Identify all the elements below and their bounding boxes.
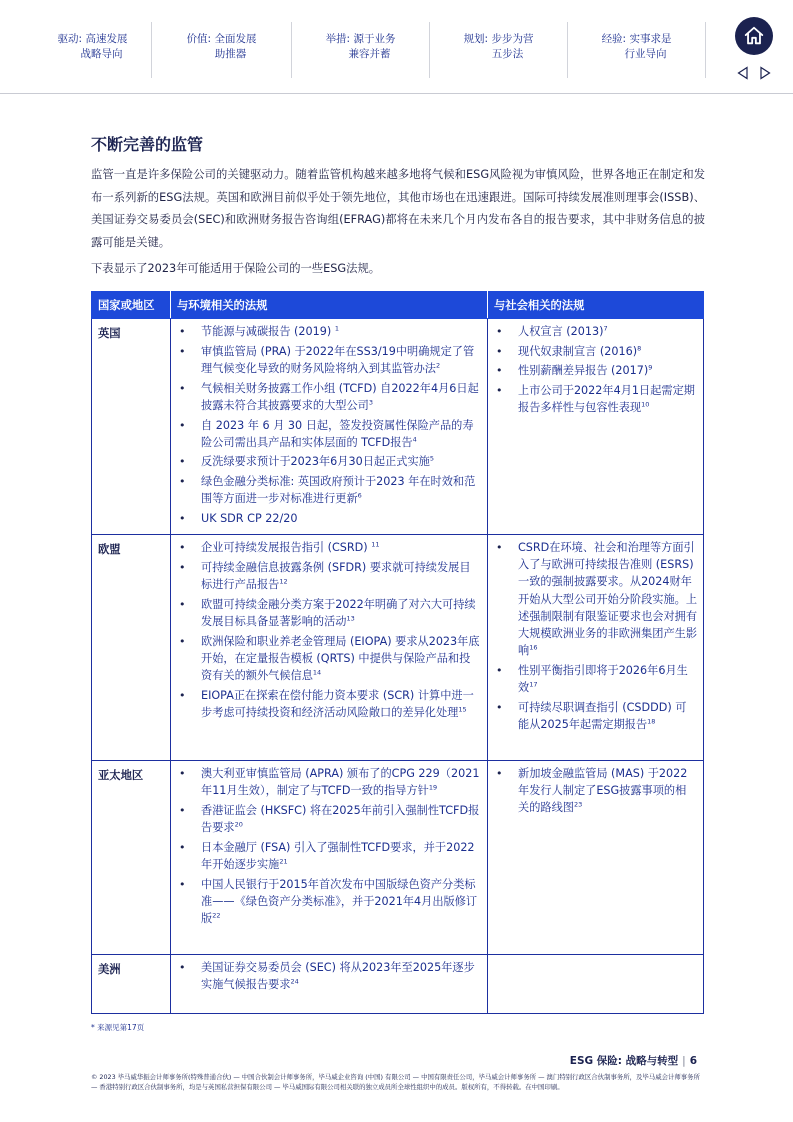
nav-tab-experience-line2: 行业导向	[624, 48, 667, 60]
footnote-marker: 20	[234, 820, 243, 829]
regulation-list	[494, 765, 697, 817]
regulation-text: 日本金融厅 (FSA) 引入了强制性TCFD要求，并于2022年开始逐步实施	[201, 840, 475, 872]
nav-tab-drivers[interactable]	[34, 22, 152, 78]
region-cell: 美洲	[92, 955, 171, 1014]
nav-tab-drivers-line1: 驱动: 高速发展	[57, 33, 128, 45]
regulation-text: 可持续金融信息披露条例 (SFDR) 要求就可持续发展目标进行产品报告	[201, 560, 471, 591]
list-item	[494, 662, 697, 696]
footnote-marker: 5	[429, 454, 434, 463]
footnote-marker: 2	[435, 361, 441, 370]
nav-tab-planning-line1: 规划: 步步为营	[463, 33, 534, 45]
footnote-marker: 3	[368, 398, 373, 407]
list-item	[494, 765, 697, 817]
nav-tab-actions[interactable]	[292, 22, 430, 78]
regulation-list	[177, 959, 481, 993]
region-cell: 亚太地区	[92, 761, 171, 955]
footer-separator: |	[682, 1055, 686, 1067]
region-cell: 英国	[92, 319, 171, 535]
footer-title	[570, 1053, 697, 1068]
nav-tab-drivers-line2: 战略导向	[80, 48, 123, 60]
table-row	[92, 955, 704, 1014]
regulation-text: 新加坡金融监管局 (MAS) 于2022年发行人制定了ESG披露事项的相关的路线图	[518, 767, 688, 815]
home-icon	[743, 25, 765, 47]
footnote-marker: 12	[279, 577, 288, 586]
regulation-text: CSRD在环境、社会和治理等方面引入了与欧洲可持续报告准则 (ESRS) 一致的强制披露要求。从2024财年开始从大型公司开始分阶段实施。上述强制限制有限鉴证要求也会对拥有大规模欧洲业务的非欧洲集团产生影响	[518, 541, 698, 658]
page-number: 6	[689, 1055, 697, 1067]
footnote-marker: 6	[357, 491, 362, 500]
footnote-marker: 19	[428, 783, 438, 792]
list-item	[177, 539, 481, 556]
list-item	[177, 802, 481, 836]
nav-tab-value-line1: 价值: 全面发展	[186, 33, 257, 45]
environment-regulations-cell	[171, 319, 488, 535]
regulation-text: 人权宣言 (2013)	[518, 325, 604, 338]
footnote-marker: 14	[312, 668, 322, 677]
list-item	[494, 362, 697, 379]
list-item	[177, 633, 481, 685]
list-item	[177, 380, 481, 414]
list-item	[177, 510, 481, 527]
regulation-text: 企业可持续发展报告指引 (CSRD)	[201, 541, 372, 554]
regulation-text: 性别平衡指引即将于2026年6月生效	[518, 663, 688, 695]
footer-report-title: ESG 保险: 战略与转型	[569, 1055, 679, 1067]
table-intro: 下表显示了2023年可能适用于保险公司的一些ESG法规。	[91, 262, 381, 275]
footnote-marker: 4	[412, 434, 417, 443]
list-item	[177, 687, 481, 721]
social-regulations-cell	[488, 535, 704, 761]
footnote-marker: 13	[346, 614, 355, 623]
regulation-list	[494, 539, 697, 733]
footnote-marker: 1	[334, 324, 339, 333]
regulation-text: 气候相关财务披露工作小组 (TCFD) 自2022年4月6日起披露未符合其披露要求的大型公司	[201, 381, 479, 412]
regulation-text: 自 2023 年 6 月 30 日起，签发投资属性保险产品的寿险公司需出具产品和实体层面的 TCFD报告	[201, 418, 474, 449]
section-heading: 不断完善的监管	[91, 135, 204, 154]
footnote-marker: 15	[458, 705, 467, 714]
regulation-table	[91, 291, 704, 1014]
regulation-text: UK SDR CP 22/20	[201, 512, 298, 526]
footnote-marker: 18	[647, 717, 656, 726]
list-item	[177, 876, 481, 928]
regulation-text: EIOPA正在探索在偿付能力资本要求 (SCR) 计算中进一步考虑可持续投资和经济活动风险敞口的差异化处理	[201, 688, 474, 719]
nav-tab-experience[interactable]	[568, 22, 706, 78]
list-item	[177, 453, 481, 470]
social-regulations-cell	[488, 319, 704, 535]
list-item	[494, 343, 697, 360]
environment-regulations-cell	[171, 535, 488, 761]
list-item	[177, 559, 481, 593]
regulation-text: 中国人民银行于2015年首次发布中国版绿色资产分类标准——《绿色资产分类标准》，并于2021年4月出版修订版	[201, 877, 478, 926]
list-item	[177, 323, 481, 340]
regulation-list	[177, 323, 481, 527]
regulation-list	[177, 539, 481, 721]
list-item	[177, 596, 481, 630]
list-item	[177, 765, 481, 799]
nav-tab-value-line2: 助推器	[214, 48, 247, 60]
list-item	[494, 323, 697, 340]
footnote-marker: 24	[290, 977, 299, 986]
table-row	[92, 761, 704, 955]
regulation-text: 绿色金融分类标准: 英国政府预计于2023 年在时效和范围等方面进一步对标准进行更新	[201, 475, 476, 506]
footnote-marker: 11	[371, 540, 380, 549]
regulation-text: 澳大利亚审慎监管局 (APRA) 颁布了的CPG 229（2021年11月生效），制定了与TCFD一致的指导方针	[201, 767, 480, 798]
environment-regulations-cell	[171, 955, 488, 1014]
footnote-marker: 17	[529, 680, 538, 689]
footnote-marker: 8	[637, 343, 642, 352]
list-item	[494, 382, 697, 416]
intro-paragraph: 监管一直是许多保险公司的关键驱动力。随着监管机构越来越多地将气候和ESG风险视为审慎风险，世界各地正在制定和发布一系列新的ESG法规。英国和欧洲目前似乎处于领先地位，其他市场也在迅速跟进。国际可持续发展准则理事会(ISSB)、美国证券交易委员会(SEC)和欧洲财务报告咨询组(EFRAG)都将在未来几个月内发布各自的报告要求，其中非财务信息的披露可能是关键。	[91, 168, 705, 249]
triangle-right-icon[interactable]	[759, 66, 771, 80]
nav-tab-value[interactable]	[152, 22, 292, 78]
footnote-marker: 22	[212, 911, 221, 920]
list-item	[177, 417, 481, 451]
nav-tab-actions-line2: 兼容并蓄	[348, 48, 391, 60]
region-cell: 欧盟	[92, 535, 171, 761]
regulation-text: 香港证监会 (HKSFC) 将在2025年前引入强制性TCFD报告要求	[201, 803, 480, 835]
social-regulations-cell	[488, 761, 704, 955]
nav-tab-actions-line1: 举措: 源于业务	[325, 33, 396, 45]
header-social: 与社会相关的法规	[488, 292, 704, 319]
regulation-text: 审慎监管局 (PRA) 于2022年在SS3/19中明确规定了管理气候变化导致的财务风险将纳入到其监管办法	[201, 344, 475, 375]
footnote-marker: 16	[529, 643, 538, 652]
list-item	[494, 539, 697, 659]
regulation-text: 现代奴隶制宣言 (2016)	[518, 344, 638, 358]
regulation-text: 上市公司于2022年4月1日起需定期报告多样性与包容性表现	[518, 384, 695, 415]
footnote-marker: 7	[603, 324, 608, 333]
regulation-text: 可持续尽职调查指引 (CSDDD) 可能从2025年起需定期报告	[518, 700, 687, 732]
home-button[interactable]	[735, 17, 773, 55]
header-environment: 与环境相关的法规	[171, 292, 488, 319]
source-note: * 来源见第17页	[91, 1023, 145, 1032]
footnote-marker: 10	[641, 400, 650, 409]
regulation-list	[494, 323, 697, 417]
list-item	[177, 343, 481, 377]
nav-tab-planning[interactable]	[430, 22, 568, 78]
footnote-marker: 9	[648, 363, 653, 372]
social-regulations-cell	[488, 955, 704, 1014]
copyright-notice: © 2023 毕马威华振会计师事务所(特殊普通合伙) — 中国合伙制会计师事务所，毕马威企业咨询 (中国) 有限公司 — 中国有限责任公司，毕马威会计师事务所 — 澳门特别行政区合伙制事务所，及毕马威会计师事务所 — 香港特别行政区合伙制事务所，均是与英国私营担保有限公司 — 毕马威国际有限公司相关联的独立成员所全球性组织中的成员。版权所有，不得转载。在中国印刷。	[91, 1073, 700, 1091]
list-item	[177, 473, 481, 507]
table-row	[92, 319, 704, 535]
footnote-marker: 21	[279, 857, 288, 866]
regulation-text: 美国证券交易委员会 (SEC) 将从2023年至2025年逐步实施气候报告要求	[201, 961, 475, 992]
list-item	[177, 959, 481, 993]
regulation-text: 节能源与减碳报告 (2019)	[201, 325, 335, 338]
nav-tab-planning-line2: 五步法	[491, 48, 524, 60]
regulation-text: 欧洲保险和职业养老金管理局 (EIOPA) 要求从2023年底开始，在定量报告模板 (QRTS) 中提供与保险产品和投资有关的额外气候信息	[201, 634, 480, 682]
table-row	[92, 535, 704, 761]
triangle-left-icon[interactable]	[737, 66, 749, 80]
list-item	[177, 839, 481, 873]
regulation-text: 反洗绿要求预计于2023年6月30日起正式实施	[201, 455, 430, 469]
regulation-text: 性别薪酬差异报告 (2017)	[518, 364, 649, 378]
environment-regulations-cell	[171, 761, 488, 955]
table-header-row	[92, 292, 704, 319]
header-region: 国家或地区	[92, 292, 171, 319]
nav-tab-experience-line1: 经验: 实事求是	[601, 33, 672, 45]
top-navigation	[0, 0, 793, 94]
regulation-text: 欧盟可持续金融分类方案于2022年明确了对六大可持续发展目标具备显著影响的活动	[201, 597, 476, 628]
footnote-marker: 23	[573, 800, 583, 809]
regulation-list	[177, 765, 481, 927]
list-item	[494, 699, 697, 733]
